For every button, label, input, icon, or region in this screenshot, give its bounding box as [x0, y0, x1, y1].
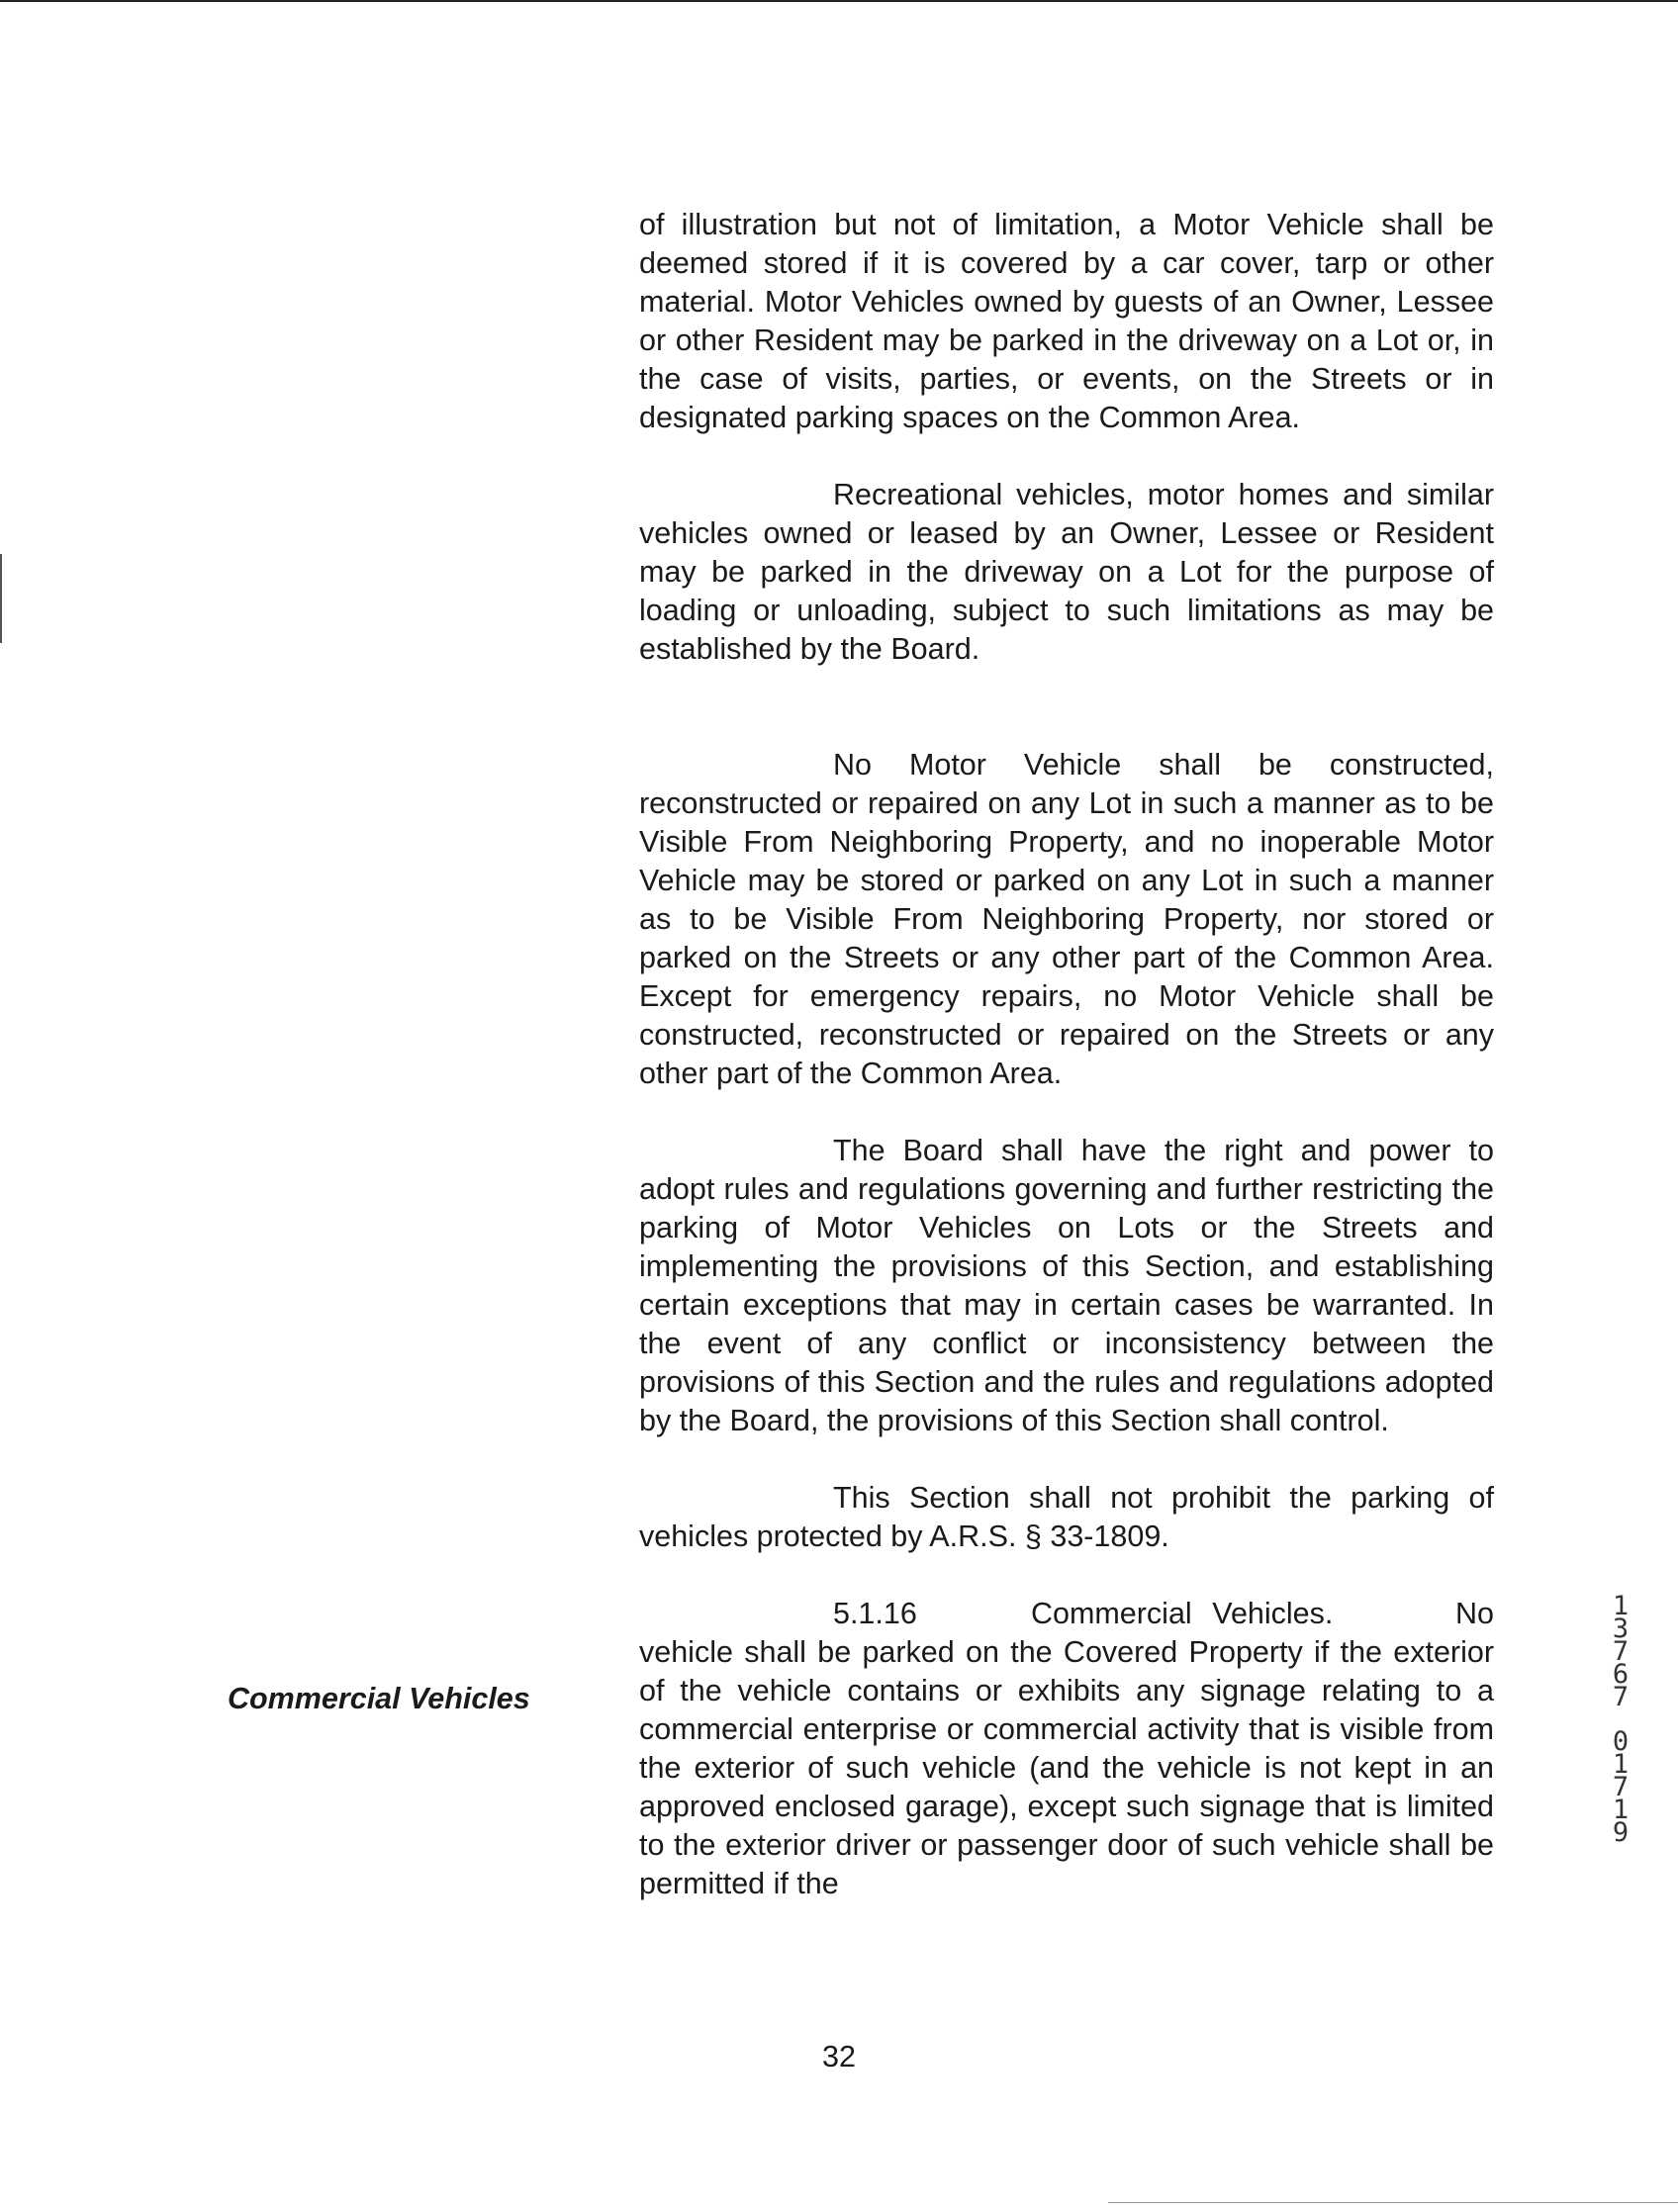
section-text: No vehicle shall be parked on the Covered Property if the exterior of the vehicle contains or exhibits any signage relating to a commercial enterprise or commercial activity that is visible from the exterior of such vehicle (and the vehicle is not kept in an approved enclosed garage), except such signage that is limited to the exterior driver or passenger door of such vehicle shall be permitted if the: [639, 1597, 1494, 1900]
paragraph-vehicle-repairs: No Motor Vehicle shall be constructed, reconstructed or repaired on any Lot in such a manner as to be Visible From Neighboring Property, and no inoperable Motor Vehicle may be stored or parked on any Lot in such a manner as to be Visible From Neighboring Property, nor stored or parked on the Streets or any other part of the Common Area. Except for emergency repairs, no Motor Vehicle shall be constructed, reconstructed or repaired on the Streets or any other part of the Common Area.: [639, 748, 1494, 1090]
stamp-digit: 3: [1612, 1613, 1630, 1644]
side-heading-commercial-vehicles: Commercial Vehicles: [228, 1682, 530, 1715]
body-text-column: [639, 206, 1494, 1903]
scan-left-edge-mark: [0, 554, 2, 643]
paragraph-board-rules: The Board shall have the right and power to adopt rules and regulations governing and further restricting the parking of Motor Vehicles on Lots or the Streets and implementing the provisions of this Section, and establishing certain exceptions that may in certain cases be warranted. In the event of any conflict or inconsistency between the provisions of this Section and the rules and regulations adopted by the Board, the provisions of this Section shall control.: [639, 1134, 1494, 1437]
paragraph-recreational-vehicles: Recreational vehicles, motor homes and similar vehicles owned or leased by an Owner, Lessee or Resident may be parked in the driveway on a Lot for the purpose of loading or unloading, subject to such limitations as may be established by the Board.: [639, 478, 1494, 666]
paragraph-ars-exception: This Section shall not prohibit the parking of vehicles protected by A.R.S. § 33-1809.: [639, 1481, 1494, 1553]
stamp-digit: 7: [1612, 1772, 1630, 1802]
paragraph-commercial-vehicles: [639, 1595, 1494, 1903]
paragraph-guest-parking: of illustration but not of limitation, a Motor Vehicle shall be deemed stored if it is covered by a car cover, tarp or other material. Motor Vehicles owned by guests of an Owner, Lessee or other Resident may be parked in the driveway on a Lot or, in the case of visits, parties, or events, on the Streets or in designated parking spaces on the Common Area.: [639, 208, 1494, 434]
stamp-digit: 1: [1612, 1749, 1630, 1780]
recording-number-stamp: [1608, 1591, 1633, 1848]
stamp-digit: 7: [1612, 1636, 1630, 1667]
stamp-digit: 9: [1612, 1817, 1630, 1848]
page-number: 32: [822, 2040, 856, 2074]
section-number: 5.1.16: [833, 1597, 917, 1630]
stamp-digit: 1: [1612, 1795, 1630, 1825]
scan-top-border: [0, 0, 1678, 2]
section-title: Commercial Vehicles.: [1031, 1597, 1334, 1630]
stamp-digit: 0: [1612, 1726, 1630, 1757]
stamp-digit: 1: [1612, 1591, 1630, 1621]
stamp-digit: 7: [1612, 1682, 1630, 1712]
stamp-digit: 6: [1612, 1659, 1630, 1690]
scan-bottom-edge-mark: [1108, 2202, 1678, 2203]
